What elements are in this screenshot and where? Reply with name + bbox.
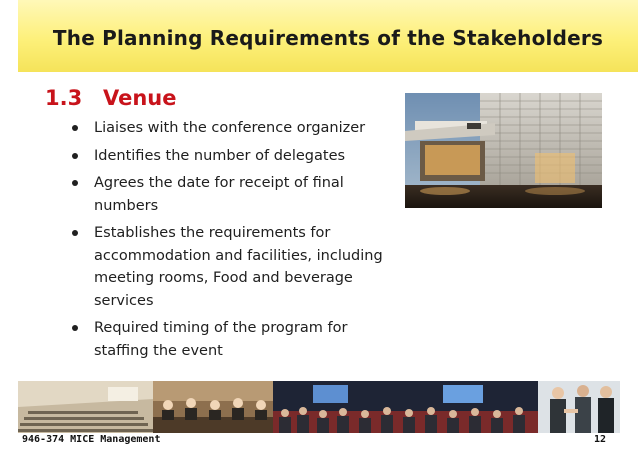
bullet-dot-icon (72, 325, 78, 331)
slide-title: The Planning Requirements of the Stakeholders (52, 26, 604, 50)
meeting-table-photo (153, 381, 273, 433)
bullet-dot-icon (72, 230, 78, 236)
bullet-item: Required timing of the program for staffing the event (70, 317, 400, 362)
bullet-dot-icon (72, 180, 78, 186)
auditorium-photo (18, 381, 153, 433)
bullet-item: Identifies the number of delegates (70, 145, 400, 168)
title-band (18, 0, 638, 72)
bullet-list (70, 117, 400, 367)
photo-strip (18, 381, 620, 433)
bullet-item: Agrees the date for receipt of final numbers (70, 172, 400, 217)
section-heading (45, 86, 177, 110)
bullet-dot-icon (72, 125, 78, 131)
bullet-item: Establishes the requirements for accommodation and facilities, including meeting rooms, Food and beverage services (70, 222, 400, 312)
bullet-item: Liaises with the conference organizer (70, 117, 400, 140)
footer-course-label: 946-374 MICE Management (22, 434, 161, 445)
bullet-dot-icon (72, 153, 78, 159)
page-number: 12 (593, 434, 606, 445)
venue-building-photo (405, 93, 602, 208)
section-title: Venue (103, 86, 177, 110)
section-number: 1.3 (45, 86, 83, 110)
business-handshake-photo (538, 381, 620, 433)
conference-audience-photo (273, 381, 538, 433)
